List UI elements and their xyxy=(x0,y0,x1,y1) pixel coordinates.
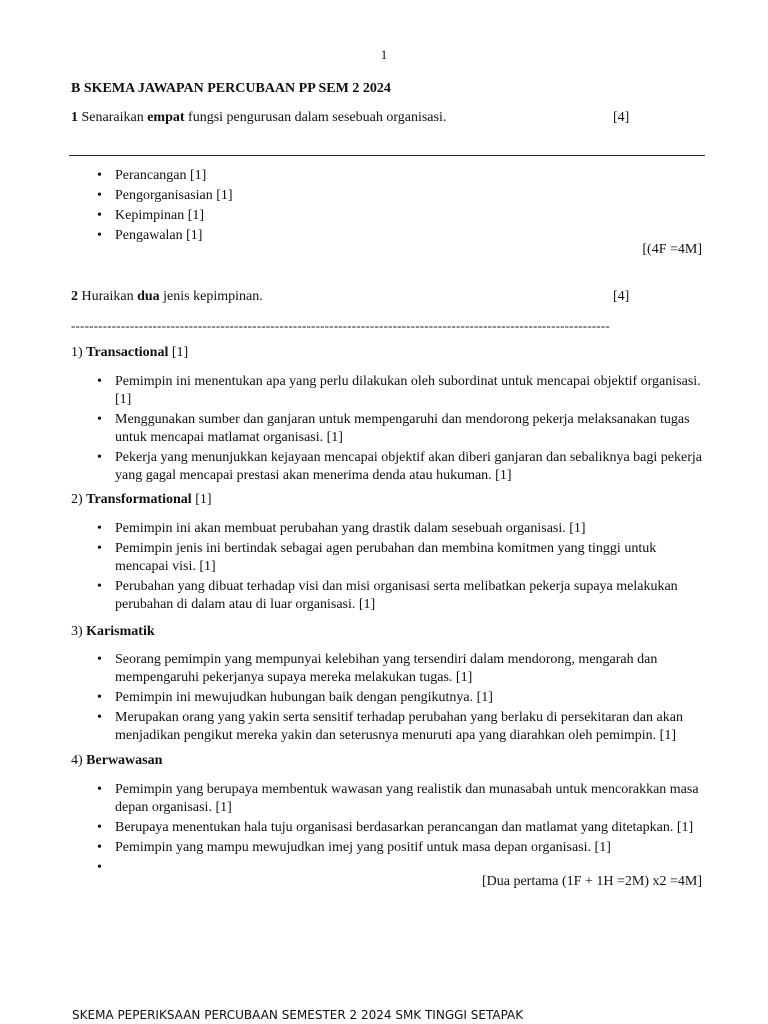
question-text: jenis kepimpinan. xyxy=(159,289,263,304)
question-keyword: dua xyxy=(137,289,160,304)
list-item: • Perancangan [1] xyxy=(97,167,705,185)
question-2-marks: [4] xyxy=(613,289,630,304)
question-1-answer-list xyxy=(97,167,705,247)
section-number: 4) xyxy=(71,753,87,768)
question-keyword: empat xyxy=(147,110,185,125)
section-name: Transformational xyxy=(86,492,192,507)
question-1 xyxy=(71,109,446,127)
list-item: • Merupakan orang yang yakin serta sensitif terhadap perubahan yang berlaku di persekitaran dan akan menjadikan pengikut mereka yakin dan seterusnya menuruti apa yang diarahkan oleh pemimpin. [1] xyxy=(97,709,705,745)
question-text: Senaraikan xyxy=(78,110,148,125)
dashed-divider: ----------------------------------------------------------------------------------------------------------------------- xyxy=(71,318,610,333)
section-number: 3) xyxy=(71,624,87,639)
section-answer-list xyxy=(97,651,705,747)
section-answer-list xyxy=(97,520,705,616)
document-title: B SKEMA JAWAPAN PERCUBAAN PP SEM 2 2024 xyxy=(71,81,391,96)
list-item: • Pemimpin yang mampu mewujudkan imej yang positif untuk masa depan organisasi. [1] xyxy=(97,839,705,857)
section-name: Berwawasan xyxy=(86,753,163,768)
list-item: • Pemimpin yang berupaya membentuk wawasan yang realistik dan munasabah untuk mencorakkan masa depan organisasi. [1] xyxy=(97,781,705,817)
section-heading xyxy=(71,491,212,509)
question-number: 2 xyxy=(71,289,78,304)
section-heading xyxy=(71,344,188,362)
list-item: • Berupaya menentukan hala tuju organisasi berdasarkan perancangan dan matlamat yang ditetapkan. [1] xyxy=(97,819,705,837)
section-mark: [1] xyxy=(191,492,212,507)
section-number: 2) xyxy=(71,492,87,507)
section-name: Transactional xyxy=(86,345,169,360)
question-2 xyxy=(71,288,263,306)
section-answer-list xyxy=(97,781,705,879)
list-item: • Pekerja yang menunjukkan kejayaan mencapai objektif akan diberi ganjaran dan sebaliknya bagi pekerja yang gagal mencapai prestasi akan menerima denda atau hukuman. [1] xyxy=(97,449,705,485)
question-text: Huraikan xyxy=(78,289,138,304)
list-item: • Perubahan yang dibuat terhadap visi dan misi organisasi serta melibatkan pekerja supaya melakukan perubahan di dalam atau di luar organisasi. [1] xyxy=(97,578,705,614)
divider-line xyxy=(69,155,705,156)
list-item: • Pemimpin ini menentukan apa yang perlu dilakukan oleh subordinat untuk mencapai objektif organisasi. [1] xyxy=(97,373,705,409)
question-2-total: [Dua pertama (1F + 1H =2M) x2 =4M] xyxy=(481,874,702,889)
page-number: 1 xyxy=(380,47,388,62)
section-name: Karismatik xyxy=(86,624,155,639)
question-1-marks: [4] xyxy=(613,110,630,125)
section-mark: [1] xyxy=(168,345,189,360)
question-1-total: [(4F =4M] xyxy=(642,242,702,257)
list-item: • Pemimpin ini mewujudkan hubungan baik dengan pengikutnya. [1] xyxy=(97,689,705,707)
list-item: • Pengorganisasian [1] xyxy=(97,187,705,205)
list-item: • Pemimpin jenis ini bertindak sebagai agen perubahan dan membina komitmen yang tinggi untuk mencapai visi. [1] xyxy=(97,540,705,576)
list-item: • Pengawalan [1] xyxy=(97,227,705,245)
section-number: 1) xyxy=(71,345,87,360)
list-item: • Pemimpin ini akan membuat perubahan yang drastik dalam sesebuah organisasi. [1] xyxy=(97,520,705,538)
list-item: • Kepimpinan [1] xyxy=(97,207,705,225)
list-item: • Seorang pemimpin yang mempunyai kelebihan yang tersendiri dalam mendorong, mengarah dan mempengaruhi pekerjanya supaya mereka melakukan tugas. [1] xyxy=(97,651,705,687)
question-text: fungsi pengurusan dalam sesebuah organisasi. xyxy=(184,110,447,125)
section-heading xyxy=(71,752,162,770)
section-answer-list xyxy=(97,373,705,487)
section-heading xyxy=(71,623,155,641)
list-item: • Menggunakan sumber dan ganjaran untuk mempengaruhi dan mendorong pekerja melaksanakan tugas untuk mencapai matlamat organisasi. [1] xyxy=(97,411,705,447)
question-number: 1 xyxy=(71,110,78,125)
page-footer: SKEMA PEPERIKSAAN PERCUBAAN SEMESTER 2 2024 SMK TINGGI SETAPAK xyxy=(72,1008,524,1022)
